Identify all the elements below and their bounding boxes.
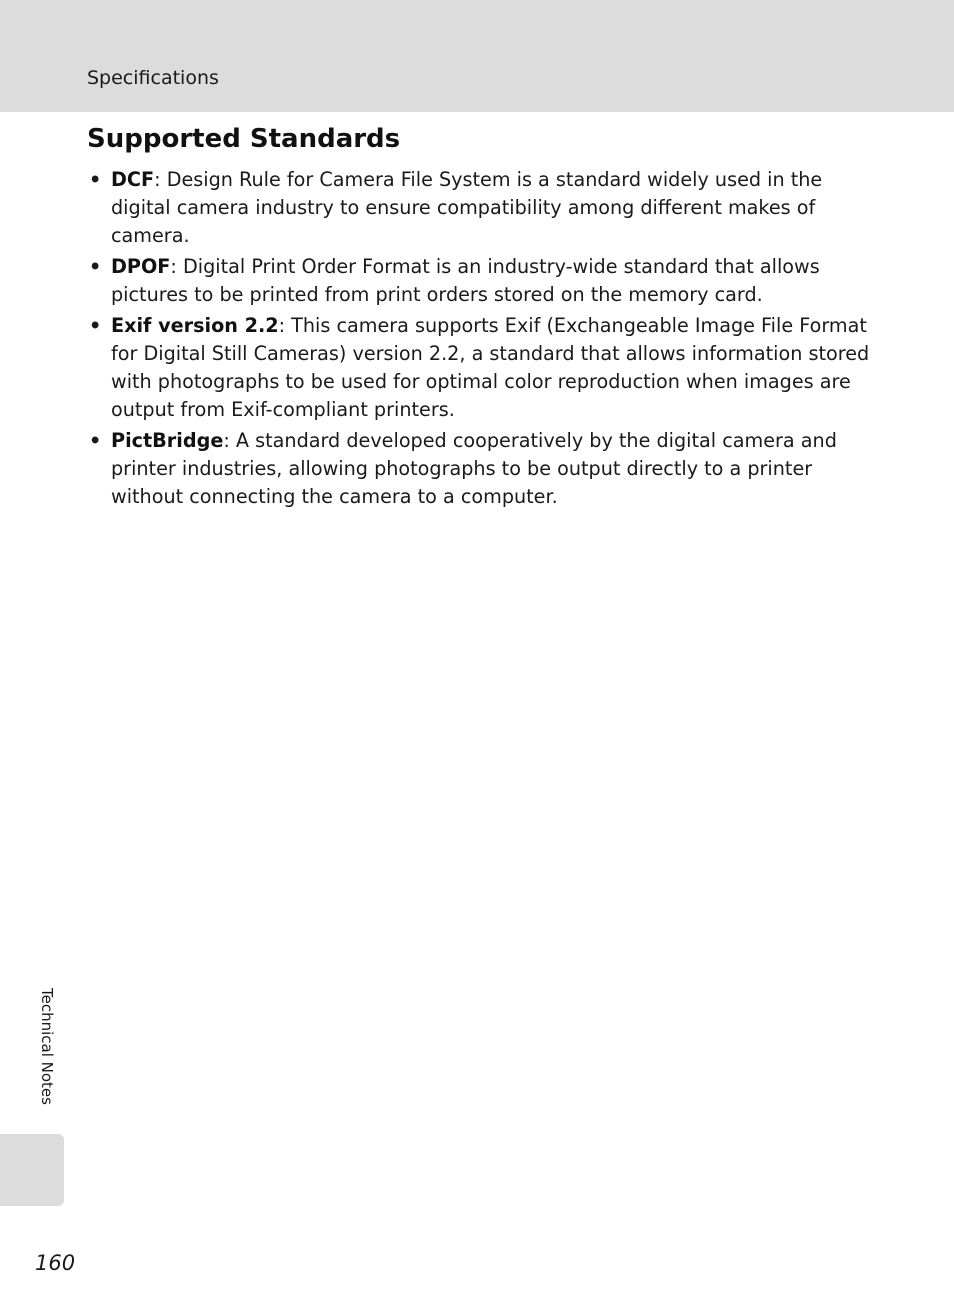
list-item-dpof [87,253,877,309]
description-pictbridge: : A standard developed cooperatively by the digital camera and printer industries, allowing photographs to be output directly to a printer without connecting the camera to a computer. [111,429,837,508]
description-dpof: : Digital Print Order Format is an industry-wide standard that allows pictures to be printed from print orders stored on the memory card. [111,255,820,306]
list-item-pictbridge [87,427,877,511]
bullet-icon: • [89,168,102,191]
term-pictbridge: PictBridge [111,429,224,452]
side-tab-marker [0,1134,64,1206]
bullet-icon: • [89,255,102,278]
list-item-dcf [87,166,877,250]
list-item-exif [87,312,877,424]
side-tab-label: Technical Notes [38,988,56,1105]
standards-list [87,166,877,514]
term-dcf: DCF [111,168,155,191]
page-title: Supported Standards [87,124,401,154]
description-exif: : This camera supports Exif (Exchangeable Image File Format for Digital Still Cameras) version 2.2, a standard that allows information stored with photographs to be used for optimal color reproduction when images are output from Exif-compliant printers. [111,314,870,421]
section-label: Specifications [87,67,219,89]
description-dcf: : Design Rule for Camera File System is a standard widely used in the digital camera industry to ensure compatibility among different makes of camera. [111,168,823,247]
page-number: 160 [35,1251,76,1275]
term-exif: Exif version 2.2 [111,314,279,337]
bullet-icon: • [89,429,102,452]
bullet-icon: • [89,314,102,337]
header-band [0,0,954,112]
term-dpof: DPOF [111,255,171,278]
